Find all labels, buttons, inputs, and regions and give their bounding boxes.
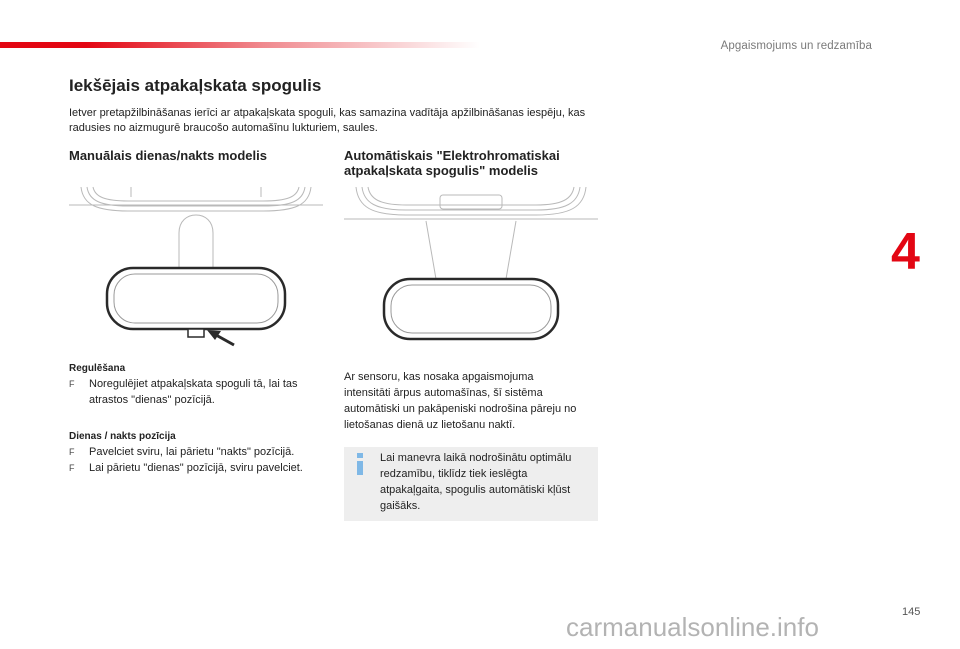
bullet-marker: F <box>69 447 75 457</box>
page-title: Iekšējais atpakaļskata spogulis <box>69 76 322 95</box>
auto-mirror-illustration <box>344 183 598 343</box>
chapter-number: 4 <box>891 223 920 281</box>
adjustment-list <box>69 376 324 408</box>
watermark: carmanualsonline.info <box>566 612 819 642</box>
auto-model-heading: Automātiskais "Elektrohromatiskai atpakaļskata spogulis" modelis <box>344 148 560 178</box>
list-item: F Lai pārietu "dienas" pozīcijā, sviru pavelciet. <box>69 462 303 474</box>
bullet-marker: F <box>69 379 75 389</box>
bullet-marker: F <box>69 463 75 473</box>
info-box <box>344 447 598 521</box>
day-night-list <box>69 444 324 476</box>
intro-paragraph: Ietver pretapžilbināšanas ierīci ar atpakaļskata spoguli, kas samazina vadītāja apžilbināšanas iespēju, kas radusies no aizmugurē braucošo automašīnu lukturiem, saules. <box>69 107 586 134</box>
lever-arrow-icon <box>207 330 234 345</box>
info-icon <box>355 453 365 475</box>
page-number: 145 <box>902 606 921 618</box>
info-text: Lai manevra laikā nodrošinātu optimālu redzamību, tiklīdz tiek ieslēgta atpakaļgaita, spogulis automātiski kļūst gaišāks. <box>380 452 572 512</box>
manual-model-heading: Manuālais dienas/nakts modelis <box>69 148 267 163</box>
day-night-subheading: Dienas / nakts pozīcija <box>69 431 176 442</box>
manual-mirror <box>107 268 285 329</box>
auto-mirror <box>384 279 558 339</box>
adjustment-subheading: Regulēšana <box>69 363 126 374</box>
chapter-title: Apgaismojums un redzamība <box>720 40 872 52</box>
manual-mirror-illustration <box>69 183 323 348</box>
day-night-lever <box>188 329 204 337</box>
auto-description: Ar sensoru, kas nosaka apgaismojuma intensitāti ārpus automašīnas, šī sistēma automātiski un pakāpeniski nodrošina pāreju no lietošanas dienā uz lietošanu naktī. <box>344 371 577 431</box>
header-accent-bar <box>0 42 480 48</box>
list-item: F Pavelciet sviru, lai pārietu "nakts" pozīcijā. <box>69 446 295 458</box>
list-item: F Noregulējiet atpakaļskata spoguli tā, lai tas atrastos "dienas" pozīcijā. <box>69 378 298 406</box>
